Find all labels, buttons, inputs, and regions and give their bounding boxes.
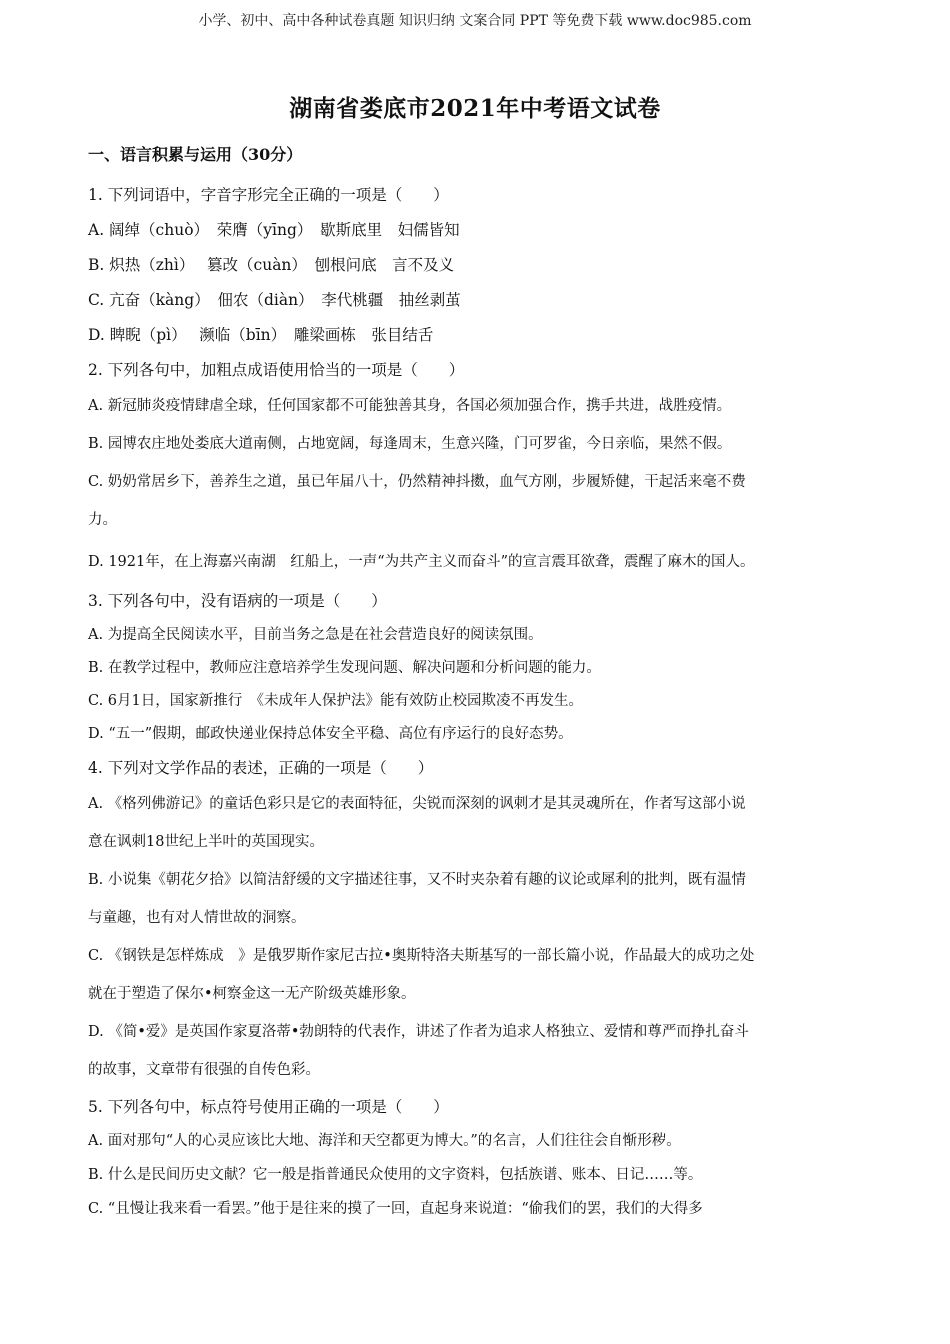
question-4-option-b-cont: 与童趣，也有对人情世故的洞察。 xyxy=(88,910,306,926)
question-1-option-c: C. 亢奋（kàng） 佃农（diàn） 李代桃疆 抽丝剥茧 xyxy=(88,291,461,309)
question-4-option-d-cont: 的故事，文章带有很强的自传色彩。 xyxy=(88,1062,320,1078)
question-2-option-c: C. 奶奶常居乡下，善养生之道，虽已年届八十，仍然精神抖擞，血气方刚，步履矫健，干起活来毫不费 xyxy=(88,474,746,490)
question-4-option-a-cont: 意在讽刺18世纪上半叶的英国现实。 xyxy=(88,834,324,850)
question-5-option-b: B. 什么是民间历史文献？它一般是指普通民众使用的文字资料，包括族谱、账本、日记……等。 xyxy=(88,1167,703,1183)
question-4-option-a: A. 《格列佛游记》的童话色彩只是它的表面特征，尖锐而深刻的讽刺才是其灵魂所在，作者写这部小说 xyxy=(88,796,746,812)
question-5-stem: 5. 下列各句中，标点符号使用正确的一项是（ ） xyxy=(88,1098,449,1116)
question-1-option-b: B. 炽热（zhì） 篡改（cuàn） 刨根问底 言不及义 xyxy=(88,256,455,274)
question-2-option-d: D. 1921年，在上海嘉兴南湖 红船上，一声“为共产主义而奋斗”的宣言震耳欲聋，震醒了麻木的国人。 xyxy=(88,554,755,570)
question-4-option-b: B. 小说集《朝花夕拾》以简洁舒缓的文字描述往事，又不时夹杂着有趣的议论或犀利的批判，既有温情 xyxy=(88,872,746,888)
question-4-stem: 4. 下列对文学作品的表述，正确的一项是（ ） xyxy=(88,759,434,777)
question-2-option-c-cont: 力。 xyxy=(88,512,117,528)
question-1-option-d: D. 睥睨（pì） 濒临（bīn） 雕梁画栋 张目结舌 xyxy=(88,326,434,344)
page-header: 小学、初中、高中各种试卷真题 知识归纳 文案合同 PPT 等免费下载 www.doc985.com xyxy=(198,13,752,29)
page-title: 湖南省娄底市2021年中考语文试卷 xyxy=(289,95,661,122)
question-2-stem: 2. 下列各句中，加粗点成语使用恰当的一项是（ ） xyxy=(88,361,465,379)
question-3-option-c: C. 6月1日，国家新推行 《未成年人保护法》能有效防止校园欺凌不再发生。 xyxy=(88,693,583,709)
question-3-option-a: A. 为提高全民阅读水平，目前当务之急是在社会营造良好的阅读氛围。 xyxy=(88,627,543,643)
question-4-option-c: C. 《钢铁是怎样炼成 》是俄罗斯作家尼古拉•奥斯特洛夫斯基写的一部长篇小说，作品最大的成功之处 xyxy=(88,948,755,964)
question-4-option-c-cont: 就在于塑造了保尔•柯察金这一无产阶级英雄形象。 xyxy=(88,986,416,1002)
question-3-option-b: B. 在教学过程中，教师应注意培养学生发现问题、解决问题和分析问题的能力。 xyxy=(88,660,601,676)
question-4-option-d: D. 《简•爱》是英国作家夏洛蒂•勃朗特的代表作，讲述了作者为追求人格独立、爱情和尊严而挣扎奋斗 xyxy=(88,1024,749,1040)
question-3-option-d: D. “五一”假期，邮政快递业保持总体安全平稳、高位有序运行的良好态势。 xyxy=(88,726,573,742)
question-5-option-c: C. “且慢让我来看一看罢。”他于是往来的摸了一回，直起身来说道：“偷我们的罢，我们的大得多 xyxy=(88,1201,703,1217)
question-2-option-a: A. 新冠肺炎疫情肆虐全球，任何国家都不可能独善其身，各国必须加强合作，携手共进，战胜疫情。 xyxy=(88,398,732,414)
exam-content xyxy=(88,142,868,1226)
question-1-stem: 1. 下列词语中，字音字形完全正确的一项是（ ） xyxy=(88,186,449,204)
question-5-option-a: A. 面对那句“人的心灵应该比大地、海洋和天空都更为博大。”的名言，人们往往会自惭形秽。 xyxy=(88,1133,681,1149)
question-3-stem: 3. 下列各句中，没有语病的一项是（ ） xyxy=(88,592,387,610)
question-2-option-b: B. 园博农庄地处娄底大道南侧，占地宽阔，每逢周末，生意兴隆，门可罗雀，今日亲临，果然不假。 xyxy=(88,436,732,452)
question-1-option-a: A. 阔绰（chuò） 荣膺（yīng） 歇斯底里 妇儒皆知 xyxy=(88,221,460,239)
section-heading: 一、语言积累与运用（30分） xyxy=(88,145,303,164)
